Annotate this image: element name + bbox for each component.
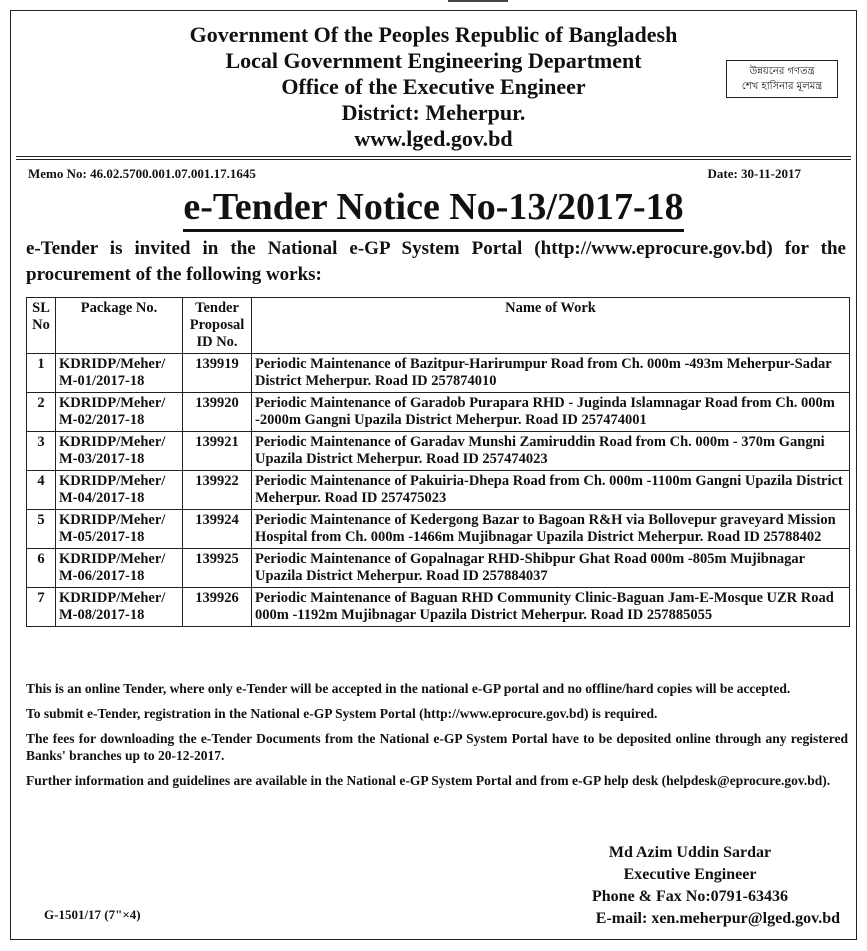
cell-tender-id: 139919 — [183, 354, 252, 393]
header-district: District: Meherpur. — [341, 100, 526, 125]
signatory-email: E-mail: xen.meherpur@lged.gov.bd — [595, 910, 840, 927]
header-government: Government Of the Peoples Republic of Bangladesh — [189, 22, 678, 47]
cell-package: KDRIDP/Meher/ M-03/2017-18 — [56, 432, 183, 471]
cell-tender-id: 139926 — [183, 588, 252, 627]
cell-sl: 4 — [27, 471, 56, 510]
table-row — [27, 393, 850, 432]
cell-sl: 7 — [27, 588, 56, 627]
notice-title — [0, 182, 867, 232]
reference-code: G-1501/17 (7"×4) — [44, 907, 141, 922]
table-row — [27, 354, 850, 393]
cell-tender-id: 139925 — [183, 549, 252, 588]
cell-work: Periodic Maintenance of Kedergong Bazar to Bagoan R&H via Bollovepur graveyard Mission Hospital from Ch. 000m -1466m Mujibnagar Upazila District Meherpur. Road ID 25788402 — [252, 510, 850, 549]
signatory-phone: Phone & Fax No:0791-63436 — [592, 888, 788, 905]
works-table — [26, 297, 850, 627]
cell-sl: 5 — [27, 510, 56, 549]
memo-number: Memo No: 46.02.5700.001.07.001.17.1645 — [28, 166, 256, 181]
cell-work: Periodic Maintenance of Baguan RHD Community Clinic-Baguan Jam-E-Mosque UZR Road 000m -1192m Mujibnagar Upazila District Meherpur. Road ID 257885055 — [252, 588, 850, 627]
header-office: Office of the Executive Engineer — [281, 74, 586, 99]
cell-work: Periodic Maintenance of Pakuiria-Dhepa Road from Ch. 000m -1100m Gangni Upazila District Meherpur. Road ID 257475023 — [252, 471, 850, 510]
cell-package: KDRIDP/Meher/ M-08/2017-18 — [56, 588, 183, 627]
col-header-sl: SL No — [27, 298, 56, 354]
note-registration: To submit e-Tender, registration in the National e-GP System Portal (http://www.eprocure.gov.bd) is required. — [26, 706, 658, 721]
cell-work: Periodic Maintenance of Garadob Purapara RHD - Juginda Islamnagar Road from Ch. 000m -2000m Gangni Upazila District Meherpur. Road ID 257474001 — [252, 393, 850, 432]
cell-package: KDRIDP/Meher/ M-01/2017-18 — [56, 354, 183, 393]
notes-section — [26, 680, 848, 797]
col-header-tender-id: Tender Proposal ID No. — [183, 298, 252, 354]
signatory-designation: Executive Engineer — [623, 866, 757, 883]
cell-package: KDRIDP/Meher/ M-05/2017-18 — [56, 510, 183, 549]
cell-sl: 2 — [27, 393, 56, 432]
cell-sl: 6 — [27, 549, 56, 588]
table-row — [27, 549, 850, 588]
note-helpdesk: Further information and guidelines are available in the National e-GP System Portal and from e-GP help desk (helpdesk@eprocure.gov.bd). — [26, 773, 831, 788]
cell-package: KDRIDP/Meher/ M-06/2017-18 — [56, 549, 183, 588]
signature-block — [540, 842, 840, 930]
intro-paragraph: e-Tender is invited in the National e-GP System Portal (http://www.eprocure.gov.bd) for the procurement of the following works: — [26, 238, 846, 285]
cell-work: Periodic Maintenance of Gopalnagar RHD-Shibpur Ghat Road 000m -805m Mujibnagar Upazila District Meherpur. Road ID 257884037 — [252, 549, 850, 588]
cell-sl: 3 — [27, 432, 56, 471]
note-online-tender: This is an online Tender, where only e-Tender will be accepted in the national e-GP portal and no offline/hard copies will be accepted. — [26, 681, 791, 696]
slogan-line-2: শেখ হাসিনার মূলমন্ত্র — [741, 81, 823, 92]
slogan-line-1: উন্নয়নের গণতন্ত্র — [749, 66, 815, 77]
header-website: www.lged.gov.bd — [354, 126, 513, 151]
slogan-box — [726, 60, 838, 98]
table-row — [27, 588, 850, 627]
col-header-work: Name of Work — [252, 298, 850, 354]
col-header-package: Package No. — [56, 298, 183, 354]
header-divider — [16, 156, 851, 157]
cell-tender-id: 139922 — [183, 471, 252, 510]
cell-tender-id: 139924 — [183, 510, 252, 549]
note-fees: The fees for downloading the e-Tender Documents from the National e-GP System Portal have to be deposited online through any registered Banks' branches up to 20-12-2017. — [26, 731, 848, 763]
notice-date: Date: 30-11-2017 — [707, 166, 801, 181]
cell-work: Periodic Maintenance of Bazitpur-Harirumpur Road from Ch. 000m -493m Meherpur-Sadar District Meherpur. Road ID 257874010 — [252, 354, 850, 393]
table-row — [27, 510, 850, 549]
header-department: Local Government Engineering Department — [225, 48, 642, 73]
header-divider-2 — [16, 159, 851, 160]
cell-tender-id: 139921 — [183, 432, 252, 471]
cell-tender-id: 139920 — [183, 393, 252, 432]
notice-title-text: e-Tender Notice No-13/2017-18 — [183, 186, 683, 232]
cell-sl: 1 — [27, 354, 56, 393]
signatory-name: Md Azim Uddin Sardar — [608, 844, 772, 861]
top-edge-mark — [448, 0, 508, 5]
table-header-row — [27, 298, 850, 354]
cell-package: KDRIDP/Meher/ M-04/2017-18 — [56, 471, 183, 510]
cell-work: Periodic Maintenance of Garadav Munshi Zamiruddin Road from Ch. 000m - 370m Gangni Upazila District Meherpur. Road ID 257474023 — [252, 432, 850, 471]
table-row — [27, 471, 850, 510]
table-row — [27, 432, 850, 471]
cell-package: KDRIDP/Meher/ M-02/2017-18 — [56, 393, 183, 432]
